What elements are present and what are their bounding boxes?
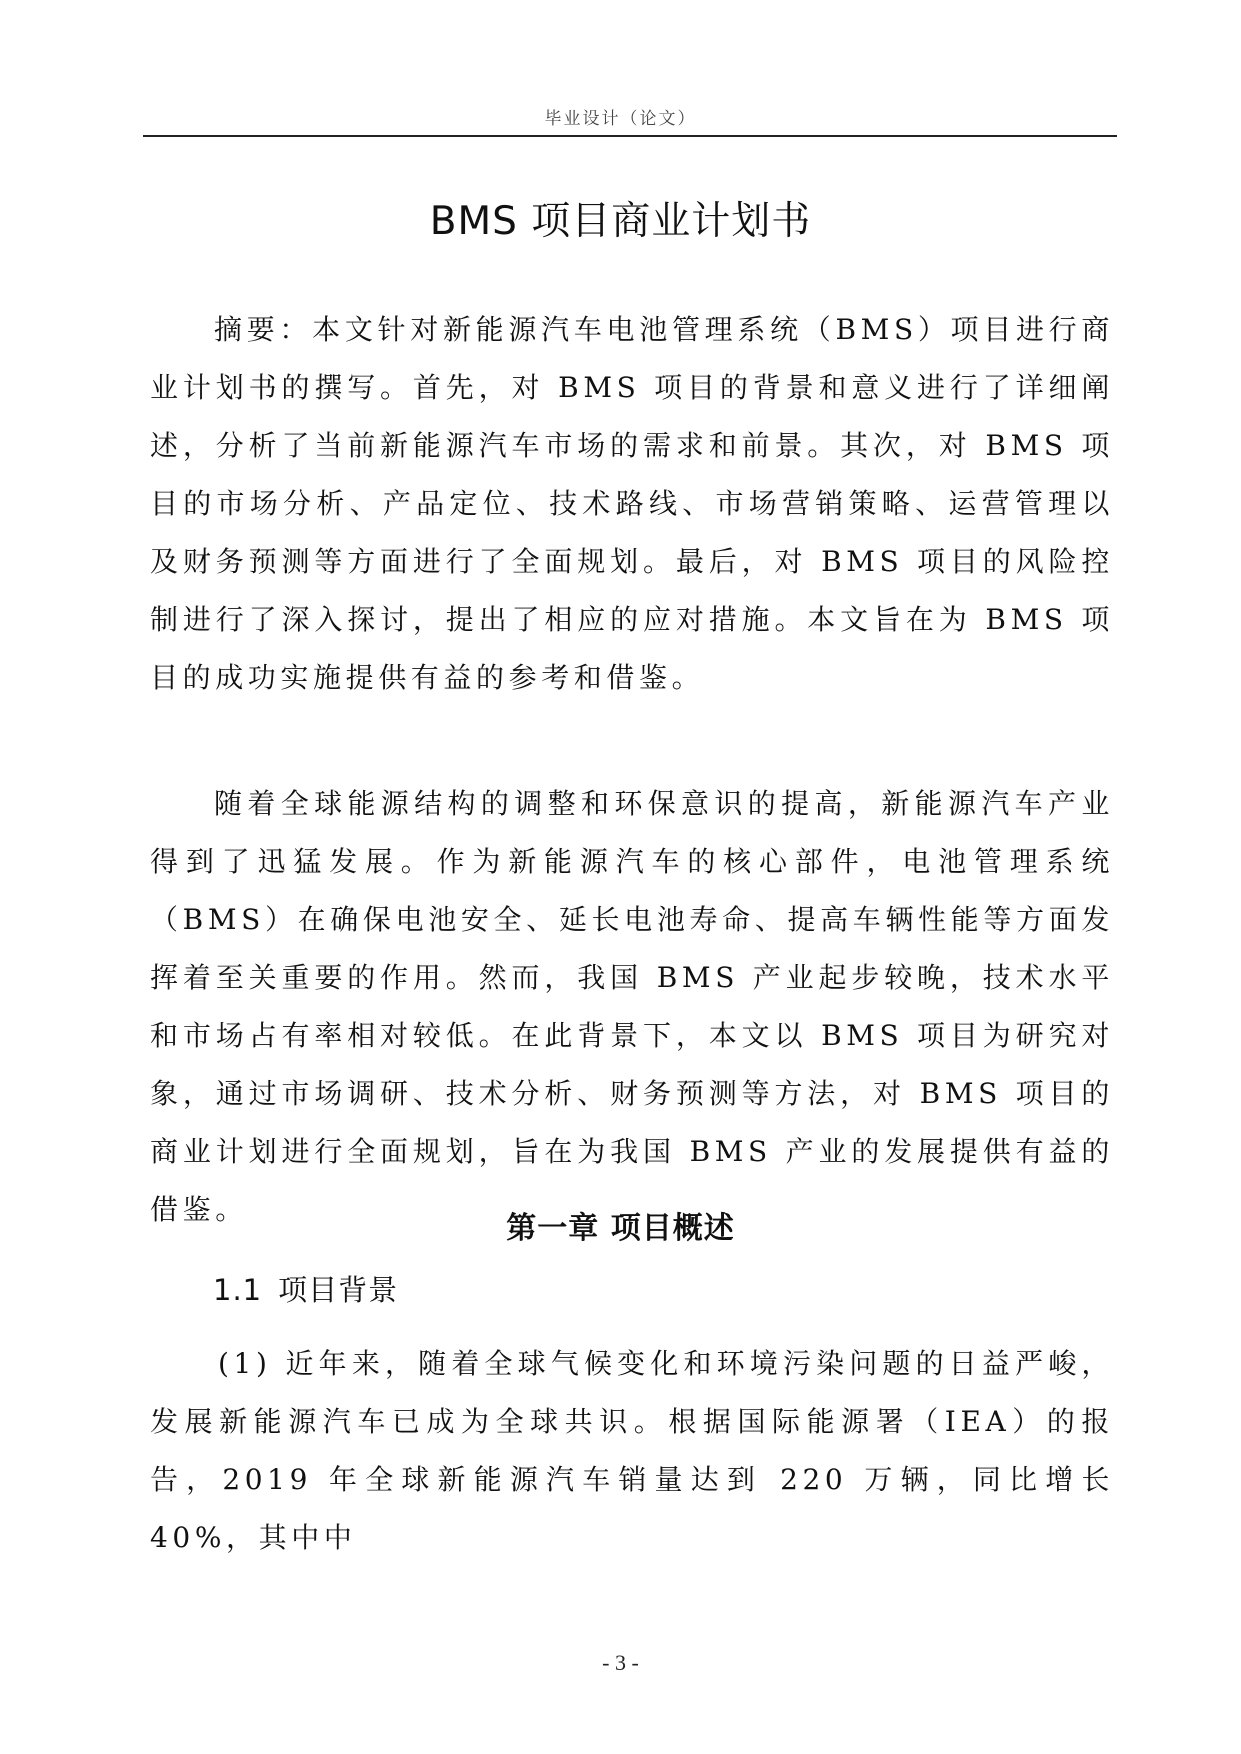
page-number: - 3 -	[602, 1650, 639, 1675]
header-divider	[143, 135, 1117, 137]
section-body-paragraph: (1) 近年来，随着全球气候变化和环境污染问题的日益严峻，发展新能源汽车已成为全球共识。根据国际能源署（IEA）的报告，2019 年全球新能源汽车销量达到 220 万辆，同比增长 40%，其中中	[150, 1347, 1114, 1554]
chapter-heading: 第一章 项目概述	[506, 1211, 735, 1246]
section-title: 项目背景	[278, 1273, 399, 1307]
section-heading	[213, 1268, 398, 1309]
intro-paragraph: 随着全球能源结构的调整和环保意识的提高，新能源汽车产业得到了迅猛发展。作为新能源汽车的核心部件，电池管理系统（BMS）在确保电池安全、延长电池寿命、提高车辆性能等方面发挥着至关重要的作用。然而，我国 BMS 产业起步较晚，技术水平和市场占有率相对较低。在此背景下，本文以 BMS 项目为研究对象，通过市场调研、技术分析、财务预测等方法，对 BMS 项目的商业计划进行全面规划，旨在为我国 BMS 产业的发展提供有益的借鉴。	[150, 787, 1114, 1226]
running-header: 毕业设计（论文）	[544, 109, 697, 129]
abstract-paragraph: 摘要：本文针对新能源汽车电池管理系统（BMS）项目进行商业计划书的撰写。首先，对 BMS 项目的背景和意义进行了详细阐述，分析了当前新能源汽车市场的需求和前景。其次，对 BMS 项目的市场分析、产品定位、技术路线、市场营销策略、运营管理以及财务预测等方面进行了全面规划。最后，对 BMS 项目的风险控制进行了深入探讨，提出了相应的应对措施。本文旨在为 BMS 项目的成功实施提供有益的参考和借鉴。	[150, 313, 1114, 694]
document-title: BMS 项目商业计划书	[429, 199, 812, 244]
section-number: 1.1	[213, 1273, 263, 1307]
